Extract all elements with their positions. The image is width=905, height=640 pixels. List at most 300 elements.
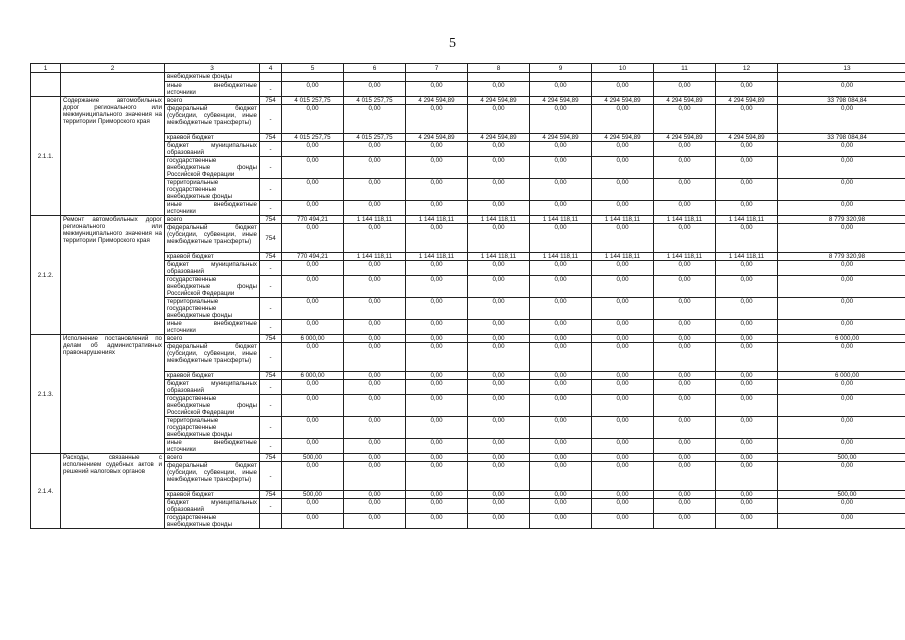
amount-cell: 0,00	[406, 499, 468, 514]
amount-cell: 0,00	[716, 395, 778, 417]
amount-cell: 0,00	[530, 417, 592, 439]
amount-cell: 1 144 118,11	[468, 216, 530, 224]
amount-cell: 0,00	[592, 491, 654, 499]
amount-cell: 0,00	[778, 395, 905, 417]
amount-cell: 0,00	[344, 157, 406, 179]
amount-cell: 0,00	[468, 499, 530, 514]
amount-cell: 0,00	[530, 105, 592, 134]
amount-cell: 500,00	[778, 454, 905, 462]
amount-cell	[592, 73, 654, 82]
amount-cell: 0,00	[530, 179, 592, 201]
amount-cell: 4 294 594,89	[592, 134, 654, 142]
amount-cell: 0,00	[654, 499, 716, 514]
amount-cell: 0,00	[406, 462, 468, 491]
amount-cell	[654, 73, 716, 82]
amount-cell: 0,00	[716, 462, 778, 491]
amount-cell: 4 294 594,89	[654, 97, 716, 105]
funding-source: федеральный бюджет (субсидии, субвенции, иные межбюджетные трансферты)	[165, 105, 260, 134]
amount-cell: 0,00	[530, 224, 592, 253]
amount-cell: 0,00	[592, 343, 654, 372]
amount-cell: 0,00	[778, 142, 905, 157]
amount-cell: 0,00	[716, 454, 778, 462]
amount-cell: 0,00	[468, 439, 530, 454]
amount-cell: 0,00	[592, 224, 654, 253]
amount-cell: 0,00	[778, 82, 905, 97]
table-row	[31, 454, 905, 462]
amount-cell: 0,00	[592, 454, 654, 462]
column-header-9: 9	[530, 64, 592, 73]
amount-cell: 0,00	[344, 395, 406, 417]
amount-cell: 0,00	[468, 201, 530, 216]
amount-cell: 0,00	[282, 276, 344, 298]
amount-cell: 0,00	[406, 395, 468, 417]
amount-cell: 0,00	[468, 514, 530, 529]
amount-cell: 0,00	[282, 179, 344, 201]
table-body	[31, 73, 905, 529]
amount-cell: 0,00	[468, 142, 530, 157]
amount-cell: 0,00	[778, 462, 905, 491]
amount-cell: 4 294 594,89	[592, 97, 654, 105]
amount-cell: 0,00	[778, 343, 905, 372]
amount-cell: 0,00	[778, 298, 905, 320]
amount-cell: 0,00	[654, 514, 716, 529]
amount-cell: 0,00	[468, 417, 530, 439]
amount-cell: 0,00	[530, 157, 592, 179]
amount-cell: 0,00	[344, 298, 406, 320]
amount-cell: 770 494,21	[282, 253, 344, 261]
amount-cell: 0,00	[530, 276, 592, 298]
funding-source: федеральный бюджет (субсидии, субвенции, иные межбюджетные трансферты)	[165, 462, 260, 491]
amount-cell: 0,00	[778, 514, 905, 529]
amount-cell: 1 144 118,11	[406, 216, 468, 224]
amount-cell: 0,00	[654, 372, 716, 380]
amount-cell: 0,00	[592, 320, 654, 335]
funding-source: государственные внебюджетные фонды Российской Федерации	[165, 276, 260, 298]
grbs-code: -	[260, 395, 282, 417]
grbs-code: -	[260, 343, 282, 372]
amount-cell: 0,00	[344, 343, 406, 372]
amount-cell: 0,00	[344, 142, 406, 157]
amount-cell: 4 015 257,75	[344, 97, 406, 105]
funding-source: государственные внебюджетные фонды Российской Федерации	[165, 395, 260, 417]
amount-cell: 1 144 118,11	[530, 253, 592, 261]
amount-cell: 0,00	[592, 276, 654, 298]
amount-cell: 1 144 118,11	[344, 253, 406, 261]
amount-cell: 0,00	[778, 261, 905, 276]
amount-cell: 0,00	[592, 462, 654, 491]
amount-cell: 0,00	[530, 372, 592, 380]
table-row	[31, 97, 905, 105]
funding-source: всего	[165, 97, 260, 105]
amount-cell: 0,00	[716, 417, 778, 439]
amount-cell: 0,00	[716, 499, 778, 514]
amount-cell: 0,00	[530, 514, 592, 529]
amount-cell: 0,00	[344, 105, 406, 134]
amount-cell: 0,00	[468, 157, 530, 179]
grbs-code: -	[260, 298, 282, 320]
funding-source: краевой бюджет	[165, 491, 260, 499]
grbs-code: -	[260, 157, 282, 179]
amount-cell: 0,00	[530, 462, 592, 491]
amount-cell: 0,00	[592, 105, 654, 134]
amount-cell: 0,00	[654, 454, 716, 462]
amount-cell: 0,00	[282, 380, 344, 395]
amount-cell: 0,00	[592, 439, 654, 454]
amount-cell: 0,00	[406, 454, 468, 462]
amount-cell: 0,00	[716, 157, 778, 179]
amount-cell	[468, 73, 530, 82]
amount-cell: 0,00	[406, 82, 468, 97]
amount-cell: 0,00	[592, 261, 654, 276]
grbs-code: 754	[260, 134, 282, 142]
amount-cell: 0,00	[406, 514, 468, 529]
column-header-5: 5	[282, 64, 344, 73]
funding-source: краевой бюджет	[165, 253, 260, 261]
amount-cell: 1 144 118,11	[344, 216, 406, 224]
funding-source: бюджет муниципальных образований	[165, 380, 260, 395]
amount-cell: 0,00	[716, 276, 778, 298]
measure-name: Исполнение постановлений по делам об административных правонарушениях	[61, 335, 165, 454]
amount-cell: 0,00	[468, 491, 530, 499]
funding-source: территориальные государственные внебюджетные фонды	[165, 417, 260, 439]
amount-cell: 0,00	[654, 142, 716, 157]
grbs-code: 754	[260, 372, 282, 380]
amount-cell: 0,00	[530, 395, 592, 417]
amount-cell: 4 294 594,89	[716, 134, 778, 142]
amount-cell: 6 000,00	[778, 372, 905, 380]
grbs-code: 754	[260, 253, 282, 261]
measure-name	[61, 73, 165, 97]
amount-cell: 0,00	[592, 380, 654, 395]
measure-name: Расходы, связанные с исполнением судебных актов и решений налоговых органов	[61, 454, 165, 529]
amount-cell: 8 779 320,98	[778, 216, 905, 224]
amount-cell: 0,00	[654, 224, 716, 253]
amount-cell: 0,00	[406, 343, 468, 372]
amount-cell: 0,00	[468, 335, 530, 343]
amount-cell: 500,00	[282, 491, 344, 499]
amount-cell: 0,00	[530, 82, 592, 97]
amount-cell: 0,00	[282, 462, 344, 491]
amount-cell: 0,00	[716, 320, 778, 335]
column-header-8: 8	[468, 64, 530, 73]
amount-cell: 0,00	[716, 179, 778, 201]
column-header-7: 7	[406, 64, 468, 73]
amount-cell: 0,00	[778, 224, 905, 253]
amount-cell: 4 294 594,89	[530, 97, 592, 105]
amount-cell: 0,00	[716, 335, 778, 343]
amount-cell: 0,00	[406, 372, 468, 380]
amount-cell: 0,00	[716, 201, 778, 216]
column-header-13: 13	[778, 64, 905, 73]
amount-cell: 4 015 257,75	[344, 134, 406, 142]
funding-source: иные внебюджетные источники	[165, 201, 260, 216]
amount-cell: 0,00	[716, 298, 778, 320]
amount-cell: 0,00	[778, 417, 905, 439]
amount-cell: 0,00	[530, 201, 592, 216]
item-number: 2.1.3.	[31, 335, 61, 454]
amount-cell: 0,00	[344, 462, 406, 491]
amount-cell: 0,00	[344, 514, 406, 529]
amount-cell: 0,00	[716, 380, 778, 395]
amount-cell: 6 000,00	[778, 335, 905, 343]
amount-cell: 0,00	[716, 224, 778, 253]
amount-cell: 1 144 118,11	[654, 216, 716, 224]
amount-cell: 0,00	[468, 179, 530, 201]
amount-cell: 0,00	[654, 491, 716, 499]
amount-cell: 0,00	[592, 514, 654, 529]
amount-cell: 0,00	[282, 105, 344, 134]
amount-cell: 0,00	[592, 417, 654, 439]
amount-cell: 0,00	[716, 491, 778, 499]
amount-cell: 0,00	[344, 261, 406, 276]
amount-cell: 500,00	[282, 454, 344, 462]
amount-cell: 0,00	[282, 499, 344, 514]
amount-cell: 0,00	[282, 514, 344, 529]
funding-source: иные внебюджетные источники	[165, 439, 260, 454]
amount-cell: 0,00	[468, 320, 530, 335]
funding-source: всего	[165, 335, 260, 343]
column-header-2: 2	[61, 64, 165, 73]
amount-cell: 0,00	[468, 462, 530, 491]
column-header-10: 10	[592, 64, 654, 73]
grbs-code: -	[260, 82, 282, 97]
amount-cell: 0,00	[654, 157, 716, 179]
amount-cell: 0,00	[778, 276, 905, 298]
amount-cell: 1 144 118,11	[716, 216, 778, 224]
grbs-code: -	[260, 499, 282, 514]
amount-cell: 0,00	[530, 491, 592, 499]
amount-cell: 0,00	[344, 439, 406, 454]
measure-name: Ремонт автомобильных дорог регионального или межмуниципального значения на территории Приморского края	[61, 216, 165, 335]
amount-cell: 0,00	[778, 179, 905, 201]
funding-source: территориальные государственные внебюджетные фонды	[165, 298, 260, 320]
amount-cell: 0,00	[716, 105, 778, 134]
funding-source: иные внебюджетные источники	[165, 82, 260, 97]
item-number	[31, 73, 61, 97]
amount-cell	[716, 73, 778, 82]
amount-cell: 0,00	[468, 454, 530, 462]
funding-source: краевой бюджет	[165, 372, 260, 380]
column-header-4: 4	[260, 64, 282, 73]
item-number: 2.1.2.	[31, 216, 61, 335]
amount-cell: 0,00	[468, 82, 530, 97]
amount-cell: 0,00	[406, 157, 468, 179]
amount-cell: 0,00	[282, 224, 344, 253]
amount-cell: 0,00	[654, 105, 716, 134]
amount-cell: 0,00	[530, 261, 592, 276]
amount-cell: 0,00	[468, 261, 530, 276]
amount-cell	[530, 73, 592, 82]
amount-cell: 770 494,21	[282, 216, 344, 224]
amount-cell: 0,00	[716, 142, 778, 157]
amount-cell: 6 000,00	[282, 372, 344, 380]
amount-cell: 0,00	[406, 179, 468, 201]
grbs-code: -	[260, 462, 282, 491]
grbs-code: 754	[260, 97, 282, 105]
amount-cell: 0,00	[406, 491, 468, 499]
amount-cell: 0,00	[592, 157, 654, 179]
amount-cell: 0,00	[282, 157, 344, 179]
amount-cell: 0,00	[406, 417, 468, 439]
amount-cell: 0,00	[468, 105, 530, 134]
amount-cell: 0,00	[406, 298, 468, 320]
amount-cell: 0,00	[468, 298, 530, 320]
amount-cell: 0,00	[344, 201, 406, 216]
amount-cell: 0,00	[654, 276, 716, 298]
grbs-code: -	[260, 380, 282, 395]
amount-cell: 0,00	[344, 224, 406, 253]
amount-cell: 6 000,00	[282, 335, 344, 343]
amount-cell: 0,00	[592, 335, 654, 343]
amount-cell	[778, 73, 905, 82]
amount-cell: 0,00	[406, 439, 468, 454]
grbs-code: -	[260, 105, 282, 134]
amount-cell: 0,00	[344, 335, 406, 343]
column-header-3: 3	[165, 64, 260, 73]
amount-cell: 4 294 594,89	[654, 134, 716, 142]
amount-cell: 0,00	[592, 142, 654, 157]
amount-cell: 0,00	[344, 491, 406, 499]
funding-source: всего	[165, 216, 260, 224]
item-number: 2.1.4.	[31, 454, 61, 529]
table-row	[31, 73, 905, 82]
amount-cell: 0,00	[530, 335, 592, 343]
amount-cell: 0,00	[282, 82, 344, 97]
amount-cell: 0,00	[716, 261, 778, 276]
amount-cell: 4 294 594,89	[468, 134, 530, 142]
amount-cell: 0,00	[778, 105, 905, 134]
amount-cell: 500,00	[778, 491, 905, 499]
amount-cell: 0,00	[282, 298, 344, 320]
amount-cell: 0,00	[468, 276, 530, 298]
amount-cell: 0,00	[344, 499, 406, 514]
page-number: 5	[449, 36, 456, 51]
amount-cell: 0,00	[406, 335, 468, 343]
amount-cell: 1 144 118,11	[654, 253, 716, 261]
amount-cell: 0,00	[530, 298, 592, 320]
amount-cell: 0,00	[778, 320, 905, 335]
amount-cell	[282, 73, 344, 82]
grbs-code: -	[260, 417, 282, 439]
amount-cell: 0,00	[530, 343, 592, 372]
amount-cell: 0,00	[282, 343, 344, 372]
amount-cell: 0,00	[654, 380, 716, 395]
amount-cell: 1 144 118,11	[716, 253, 778, 261]
amount-cell: 0,00	[592, 179, 654, 201]
amount-cell: 0,00	[344, 320, 406, 335]
amount-cell: 4 015 257,75	[282, 97, 344, 105]
amount-cell: 1 144 118,11	[468, 253, 530, 261]
table-row	[31, 216, 905, 224]
grbs-code: -	[260, 201, 282, 216]
amount-cell: 0,00	[592, 395, 654, 417]
amount-cell: 0,00	[654, 261, 716, 276]
amount-cell: 0,00	[778, 499, 905, 514]
amount-cell: 0,00	[716, 439, 778, 454]
amount-cell: 0,00	[282, 417, 344, 439]
amount-cell: 0,00	[654, 335, 716, 343]
funding-source: бюджет муниципальных образований	[165, 261, 260, 276]
budget-table	[30, 63, 905, 529]
column-header-12: 12	[716, 64, 778, 73]
amount-cell: 4 294 594,89	[716, 97, 778, 105]
measure-name: Содержание автомобильных дорог регионального или межмуниципального значения на территории Приморского края	[61, 97, 165, 216]
amount-cell: 0,00	[654, 201, 716, 216]
amount-cell: 0,00	[592, 201, 654, 216]
amount-cell: 4 294 594,89	[530, 134, 592, 142]
column-header-11: 11	[654, 64, 716, 73]
funding-source: государственные внебюджетные фонды	[165, 514, 260, 529]
amount-cell: 0,00	[406, 224, 468, 253]
amount-cell: 0,00	[654, 439, 716, 454]
amount-cell: 0,00	[406, 380, 468, 395]
amount-cell: 0,00	[530, 439, 592, 454]
amount-cell: 4 294 594,89	[468, 97, 530, 105]
amount-cell: 0,00	[592, 499, 654, 514]
amount-cell: 0,00	[530, 380, 592, 395]
amount-cell: 0,00	[654, 417, 716, 439]
funding-source: иные внебюджетные источники	[165, 320, 260, 335]
amount-cell: 0,00	[530, 499, 592, 514]
amount-cell: 0,00	[344, 417, 406, 439]
amount-cell: 0,00	[468, 395, 530, 417]
amount-cell: 0,00	[592, 298, 654, 320]
amount-cell: 0,00	[344, 82, 406, 97]
amount-cell: 0,00	[282, 439, 344, 454]
amount-cell: 0,00	[344, 276, 406, 298]
amount-cell: 0,00	[778, 439, 905, 454]
amount-cell: 0,00	[468, 380, 530, 395]
amount-cell: 0,00	[654, 320, 716, 335]
item-number: 2.1.1.	[31, 97, 61, 216]
amount-cell: 0,00	[406, 320, 468, 335]
header-row	[31, 64, 905, 73]
amount-cell: 1 144 118,11	[406, 253, 468, 261]
amount-cell: 0,00	[654, 179, 716, 201]
amount-cell: 0,00	[344, 380, 406, 395]
amount-cell: 0,00	[282, 320, 344, 335]
funding-source: всего	[165, 454, 260, 462]
funding-source: бюджет муниципальных образований	[165, 142, 260, 157]
amount-cell: 0,00	[282, 395, 344, 417]
amount-cell: 0,00	[530, 320, 592, 335]
amount-cell: 1 144 118,11	[592, 253, 654, 261]
grbs-code: 754	[260, 491, 282, 499]
funding-source: территориальные государственные внебюджетные фонды	[165, 179, 260, 201]
amount-cell: 0,00	[530, 454, 592, 462]
amount-cell: 4 015 257,75	[282, 134, 344, 142]
amount-cell: 0,00	[654, 343, 716, 372]
grbs-code	[260, 73, 282, 82]
amount-cell: 0,00	[716, 343, 778, 372]
column-header-1: 1	[31, 64, 61, 73]
grbs-code: -	[260, 261, 282, 276]
grbs-code: -	[260, 276, 282, 298]
amount-cell: 0,00	[406, 201, 468, 216]
grbs-code: -	[260, 179, 282, 201]
amount-cell: 0,00	[716, 514, 778, 529]
amount-cell: 0,00	[282, 201, 344, 216]
amount-cell: 0,00	[406, 105, 468, 134]
grbs-code: 754	[260, 224, 282, 253]
amount-cell	[344, 73, 406, 82]
amount-cell: 0,00	[778, 157, 905, 179]
amount-cell: 4 294 594,89	[406, 134, 468, 142]
amount-cell: 0,00	[406, 261, 468, 276]
amount-cell: 0,00	[282, 142, 344, 157]
amount-cell: 0,00	[592, 82, 654, 97]
amount-cell: 0,00	[592, 372, 654, 380]
